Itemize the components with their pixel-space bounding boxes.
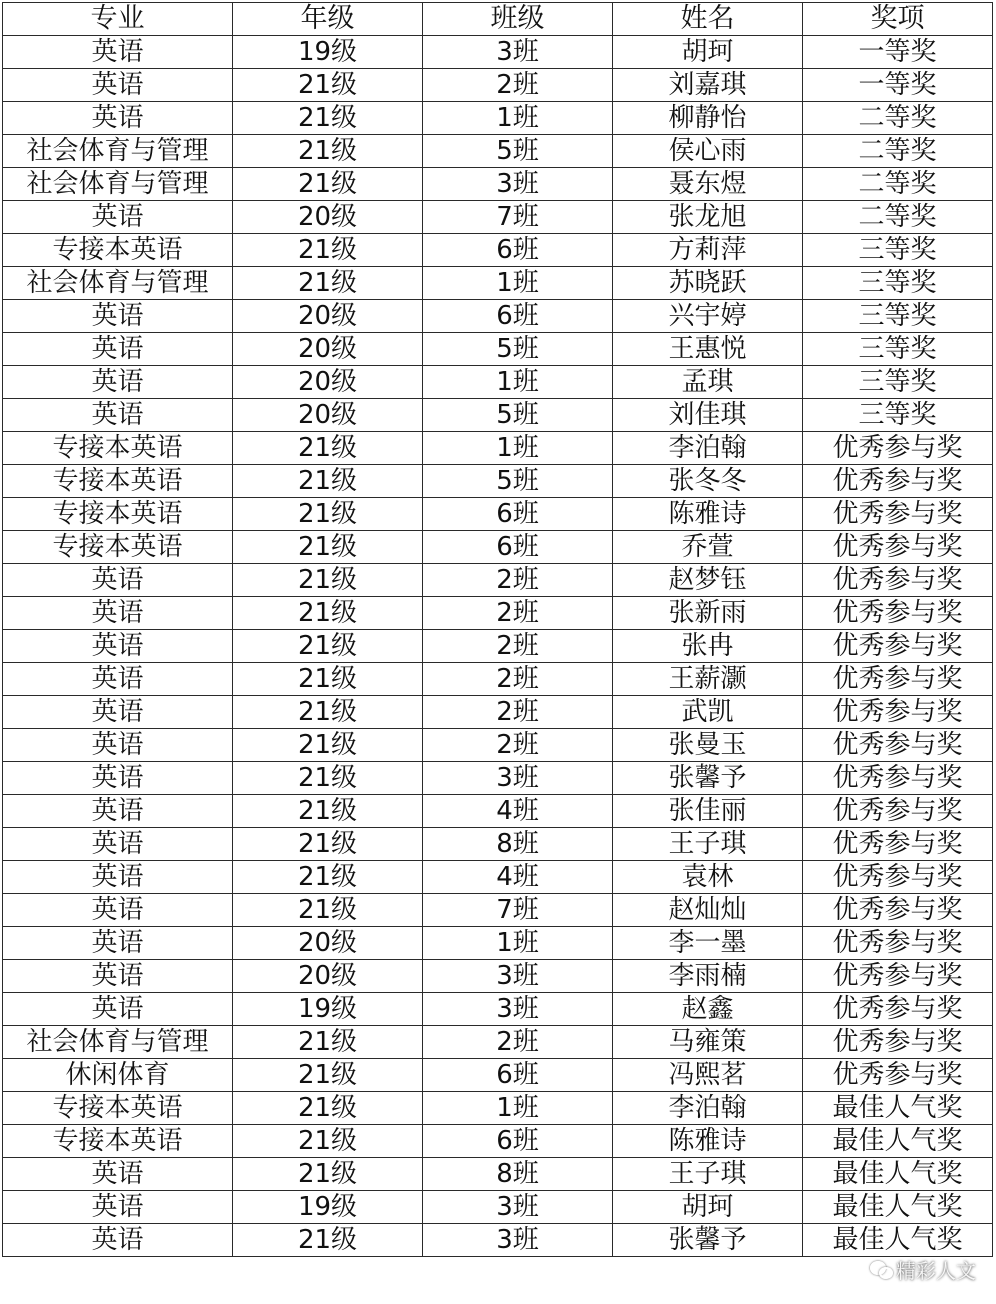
- cell-name: 马雍策: [613, 1026, 803, 1059]
- table-row: [3, 168, 993, 201]
- cell-major: 英语: [3, 729, 233, 762]
- cell-class: 2班: [423, 564, 613, 597]
- cell-major: 英语: [3, 69, 233, 102]
- cell-grade: 21级: [233, 630, 423, 663]
- cell-name: 赵鑫: [613, 993, 803, 1026]
- cell-major: 英语: [3, 333, 233, 366]
- cell-name: 聂东煜: [613, 168, 803, 201]
- cell-award: 优秀参与奖: [803, 531, 993, 564]
- cell-class: 6班: [423, 1125, 613, 1158]
- cell-class: 3班: [423, 993, 613, 1026]
- table-row: [3, 366, 993, 399]
- cell-name: 张佳丽: [613, 795, 803, 828]
- cell-award: 三等奖: [803, 234, 993, 267]
- header-award: 奖项: [803, 3, 993, 36]
- cell-major: 英语: [3, 696, 233, 729]
- cell-grade: 21级: [233, 498, 423, 531]
- cell-grade: 21级: [233, 432, 423, 465]
- table-row: [3, 300, 993, 333]
- cell-class: 3班: [423, 168, 613, 201]
- table-body: [3, 36, 993, 1257]
- cell-class: 1班: [423, 927, 613, 960]
- cell-name: 陈雅诗: [613, 498, 803, 531]
- cell-major: 英语: [3, 663, 233, 696]
- header-class: 班级: [423, 3, 613, 36]
- cell-name: 赵灿灿: [613, 894, 803, 927]
- cell-name: 胡珂: [613, 36, 803, 69]
- cell-name: 李雨楠: [613, 960, 803, 993]
- cell-class: 3班: [423, 1224, 613, 1257]
- cell-class: 1班: [423, 267, 613, 300]
- cell-class: 1班: [423, 432, 613, 465]
- cell-major: 专接本英语: [3, 1125, 233, 1158]
- cell-class: 1班: [423, 102, 613, 135]
- cell-name: 张曼玉: [613, 729, 803, 762]
- cell-class: 3班: [423, 762, 613, 795]
- cell-grade: 21级: [233, 861, 423, 894]
- cell-name: 张龙旭: [613, 201, 803, 234]
- cell-grade: 21级: [233, 168, 423, 201]
- cell-major: 英语: [3, 795, 233, 828]
- cell-award: 优秀参与奖: [803, 729, 993, 762]
- cell-award: 最佳人气奖: [803, 1092, 993, 1125]
- table-row: [3, 696, 993, 729]
- cell-name: 王惠悦: [613, 333, 803, 366]
- cell-major: 英语: [3, 36, 233, 69]
- cell-award: 优秀参与奖: [803, 663, 993, 696]
- cell-award: 二等奖: [803, 135, 993, 168]
- cell-major: 英语: [3, 960, 233, 993]
- cell-award: 二等奖: [803, 102, 993, 135]
- cell-class: 4班: [423, 795, 613, 828]
- wechat-icon: [870, 1261, 892, 1279]
- watermark: [870, 1255, 976, 1284]
- cell-grade: 21级: [233, 234, 423, 267]
- table-row: [3, 828, 993, 861]
- cell-award: 优秀参与奖: [803, 828, 993, 861]
- cell-major: 社会体育与管理: [3, 267, 233, 300]
- table-row: [3, 201, 993, 234]
- cell-class: 5班: [423, 399, 613, 432]
- cell-grade: 21级: [233, 1224, 423, 1257]
- cell-class: 7班: [423, 894, 613, 927]
- cell-award: 最佳人气奖: [803, 1191, 993, 1224]
- cell-award: 优秀参与奖: [803, 564, 993, 597]
- cell-award: 优秀参与奖: [803, 465, 993, 498]
- cell-class: 6班: [423, 300, 613, 333]
- cell-award: 优秀参与奖: [803, 630, 993, 663]
- table-row: [3, 267, 993, 300]
- cell-grade: 19级: [233, 36, 423, 69]
- table-row: [3, 465, 993, 498]
- table-row: [3, 564, 993, 597]
- cell-class: 6班: [423, 498, 613, 531]
- cell-class: 2班: [423, 597, 613, 630]
- cell-grade: 20级: [233, 960, 423, 993]
- cell-grade: 21级: [233, 69, 423, 102]
- cell-name: 兴宇婷: [613, 300, 803, 333]
- cell-name: 陈雅诗: [613, 1125, 803, 1158]
- cell-class: 3班: [423, 960, 613, 993]
- cell-major: 英语: [3, 1158, 233, 1191]
- cell-class: 4班: [423, 861, 613, 894]
- table-row: [3, 234, 993, 267]
- cell-major: 专接本英语: [3, 531, 233, 564]
- cell-major: 英语: [3, 1224, 233, 1257]
- cell-grade: 19级: [233, 993, 423, 1026]
- cell-name: 冯熙茗: [613, 1059, 803, 1092]
- cell-award: 二等奖: [803, 168, 993, 201]
- cell-major: 专接本英语: [3, 234, 233, 267]
- cell-major: 英语: [3, 927, 233, 960]
- table-row: [3, 1158, 993, 1191]
- cell-award: 最佳人气奖: [803, 1158, 993, 1191]
- cell-name: 王子琪: [613, 828, 803, 861]
- header-row: [3, 3, 993, 36]
- cell-award: 一等奖: [803, 36, 993, 69]
- cell-grade: 20级: [233, 927, 423, 960]
- table-row: [3, 333, 993, 366]
- cell-award: 优秀参与奖: [803, 993, 993, 1026]
- cell-award: 优秀参与奖: [803, 861, 993, 894]
- cell-award: 优秀参与奖: [803, 795, 993, 828]
- header-major: 专业: [3, 3, 233, 36]
- table-row: [3, 729, 993, 762]
- cell-award: 优秀参与奖: [803, 597, 993, 630]
- table-header: [3, 3, 993, 36]
- cell-major: 英语: [3, 894, 233, 927]
- cell-major: 专接本英语: [3, 465, 233, 498]
- cell-name: 武凯: [613, 696, 803, 729]
- cell-class: 2班: [423, 696, 613, 729]
- cell-grade: 21级: [233, 597, 423, 630]
- cell-major: 社会体育与管理: [3, 1026, 233, 1059]
- cell-grade: 21级: [233, 828, 423, 861]
- cell-name: 胡珂: [613, 1191, 803, 1224]
- cell-class: 3班: [423, 36, 613, 69]
- cell-name: 李一墨: [613, 927, 803, 960]
- cell-major: 休闲体育: [3, 1059, 233, 1092]
- cell-name: 侯心雨: [613, 135, 803, 168]
- cell-name: 王子琪: [613, 1158, 803, 1191]
- cell-grade: 21级: [233, 1059, 423, 1092]
- cell-major: 英语: [3, 102, 233, 135]
- table-row: [3, 135, 993, 168]
- cell-class: 8班: [423, 1158, 613, 1191]
- cell-major: 社会体育与管理: [3, 135, 233, 168]
- cell-award: 三等奖: [803, 300, 993, 333]
- cell-award: 最佳人气奖: [803, 1224, 993, 1257]
- table-row: [3, 1059, 993, 1092]
- cell-grade: 21级: [233, 696, 423, 729]
- cell-grade: 21级: [233, 894, 423, 927]
- cell-class: 2班: [423, 630, 613, 663]
- cell-class: 2班: [423, 1026, 613, 1059]
- cell-grade: 21级: [233, 762, 423, 795]
- table-row: [3, 69, 993, 102]
- cell-award: 优秀参与奖: [803, 927, 993, 960]
- cell-grade: 20级: [233, 399, 423, 432]
- table-row: [3, 894, 993, 927]
- cell-major: 专接本英语: [3, 432, 233, 465]
- cell-class: 6班: [423, 234, 613, 267]
- cell-major: 英语: [3, 300, 233, 333]
- cell-name: 袁林: [613, 861, 803, 894]
- cell-award: 最佳人气奖: [803, 1125, 993, 1158]
- cell-grade: 21级: [233, 1158, 423, 1191]
- cell-grade: 21级: [233, 564, 423, 597]
- cell-name: 张馨予: [613, 762, 803, 795]
- table-row: [3, 927, 993, 960]
- cell-grade: 21级: [233, 135, 423, 168]
- cell-major: 英语: [3, 366, 233, 399]
- cell-name: 刘佳琪: [613, 399, 803, 432]
- cell-grade: 19级: [233, 1191, 423, 1224]
- header-grade: 年级: [233, 3, 423, 36]
- cell-major: 英语: [3, 564, 233, 597]
- cell-class: 3班: [423, 1191, 613, 1224]
- cell-major: 英语: [3, 597, 233, 630]
- cell-class: 5班: [423, 465, 613, 498]
- table-row: [3, 1125, 993, 1158]
- cell-grade: 20级: [233, 333, 423, 366]
- cell-major: 英语: [3, 993, 233, 1026]
- table-row: [3, 960, 993, 993]
- cell-class: 7班: [423, 201, 613, 234]
- cell-major: 专接本英语: [3, 1092, 233, 1125]
- cell-award: 三等奖: [803, 366, 993, 399]
- cell-name: 李泊翰: [613, 1092, 803, 1125]
- cell-award: 优秀参与奖: [803, 894, 993, 927]
- cell-award: 三等奖: [803, 399, 993, 432]
- cell-name: 孟琪: [613, 366, 803, 399]
- cell-name: 柳静怡: [613, 102, 803, 135]
- cell-class: 1班: [423, 366, 613, 399]
- table-row: [3, 399, 993, 432]
- cell-class: 2班: [423, 69, 613, 102]
- cell-class: 5班: [423, 135, 613, 168]
- cell-award: 二等奖: [803, 201, 993, 234]
- cell-class: 1班: [423, 1092, 613, 1125]
- cell-grade: 20级: [233, 201, 423, 234]
- cell-name: 李泊翰: [613, 432, 803, 465]
- table-row: [3, 993, 993, 1026]
- table-row: [3, 531, 993, 564]
- cell-class: 5班: [423, 333, 613, 366]
- cell-name: 方莉萍: [613, 234, 803, 267]
- cell-major: 英语: [3, 762, 233, 795]
- table-row: [3, 663, 993, 696]
- cell-grade: 21级: [233, 663, 423, 696]
- cell-name: 张馨予: [613, 1224, 803, 1257]
- award-list-table: [2, 2, 993, 1257]
- cell-name: 赵梦钰: [613, 564, 803, 597]
- cell-award: 优秀参与奖: [803, 1026, 993, 1059]
- cell-name: 张新雨: [613, 597, 803, 630]
- cell-major: 英语: [3, 630, 233, 663]
- cell-grade: 21级: [233, 531, 423, 564]
- cell-award: 优秀参与奖: [803, 1059, 993, 1092]
- header-name: 姓名: [613, 3, 803, 36]
- table-row: [3, 597, 993, 630]
- cell-grade: 21级: [233, 1026, 423, 1059]
- table-row: [3, 36, 993, 69]
- cell-grade: 21级: [233, 102, 423, 135]
- cell-class: 6班: [423, 531, 613, 564]
- cell-award: 三等奖: [803, 267, 993, 300]
- cell-major: 英语: [3, 201, 233, 234]
- cell-grade: 21级: [233, 795, 423, 828]
- cell-major: 英语: [3, 828, 233, 861]
- cell-name: 张冬冬: [613, 465, 803, 498]
- cell-grade: 21级: [233, 729, 423, 762]
- cell-major: 英语: [3, 861, 233, 894]
- table-row: [3, 762, 993, 795]
- table-row: [3, 432, 993, 465]
- cell-class: 2班: [423, 729, 613, 762]
- table-row: [3, 1026, 993, 1059]
- cell-award: 优秀参与奖: [803, 696, 993, 729]
- cell-award: 优秀参与奖: [803, 762, 993, 795]
- cell-grade: 20级: [233, 366, 423, 399]
- table-row: [3, 1092, 993, 1125]
- cell-major: 专接本英语: [3, 498, 233, 531]
- cell-major: 社会体育与管理: [3, 168, 233, 201]
- cell-grade: 21级: [233, 465, 423, 498]
- cell-award: 优秀参与奖: [803, 432, 993, 465]
- table-row: [3, 630, 993, 663]
- cell-name: 刘嘉琪: [613, 69, 803, 102]
- cell-award: 一等奖: [803, 69, 993, 102]
- cell-name: 乔萱: [613, 531, 803, 564]
- table-row: [3, 1191, 993, 1224]
- watermark-text: 精彩人文: [896, 1259, 976, 1283]
- cell-grade: 21级: [233, 1125, 423, 1158]
- cell-name: 苏晓跃: [613, 267, 803, 300]
- cell-class: 8班: [423, 828, 613, 861]
- cell-grade: 21级: [233, 267, 423, 300]
- cell-class: 6班: [423, 1059, 613, 1092]
- cell-grade: 20级: [233, 300, 423, 333]
- cell-major: 英语: [3, 399, 233, 432]
- table-row: [3, 498, 993, 531]
- cell-award: 优秀参与奖: [803, 960, 993, 993]
- cell-grade: 21级: [233, 1092, 423, 1125]
- cell-major: 英语: [3, 1191, 233, 1224]
- cell-name: 王薪灏: [613, 663, 803, 696]
- cell-name: 张冉: [613, 630, 803, 663]
- cell-class: 2班: [423, 663, 613, 696]
- cell-award: 三等奖: [803, 333, 993, 366]
- table-row: [3, 1224, 993, 1257]
- table-row: [3, 861, 993, 894]
- table-row: [3, 102, 993, 135]
- table-row: [3, 795, 993, 828]
- cell-award: 优秀参与奖: [803, 498, 993, 531]
